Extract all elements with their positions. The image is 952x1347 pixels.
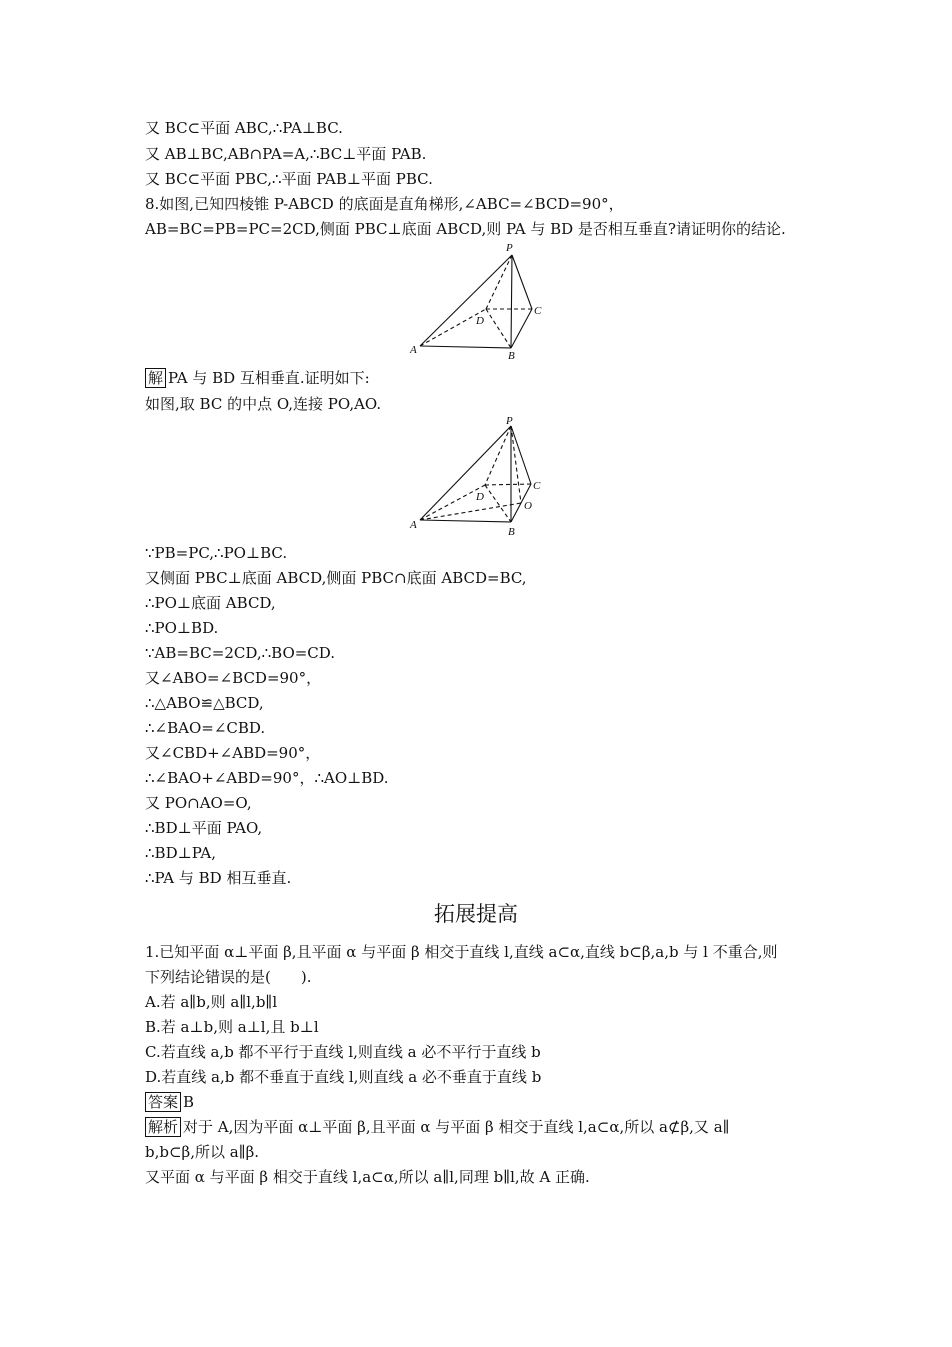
label-a: A — [410, 519, 417, 531]
solution-step: 又∠CBD+∠ABD=90°， — [145, 744, 321, 762]
label-d: D — [476, 315, 484, 327]
analysis-tag: 解析 — [145, 1117, 181, 1137]
solution-intro — [145, 368, 370, 388]
label-d: D — [476, 491, 484, 503]
edge-dc — [485, 484, 531, 485]
solution-step: ∴BD⊥PA, — [145, 844, 217, 862]
solution-step: 又 PO∩AO=O, — [145, 794, 252, 812]
edge-pd — [485, 426, 511, 485]
solution-step: ∴BD⊥平面 PAO, — [145, 819, 263, 837]
analysis-text: 对于 A,因为平面 α⊥平面 β,且平面 α 与平面 β 相交于直线 l,a⊂α,所以 a⊄β,又 a∥ — [183, 1118, 730, 1136]
solution-intro-text: PA 与 BD 互相垂直.证明如下: — [168, 369, 370, 387]
solution-step: ∵AB=BC=2CD,∴BO=CD. — [145, 644, 336, 662]
solution-step: ∴PO⊥BD. — [145, 619, 219, 637]
question-8-line-1: 8.如图,已知四棱锥 P-ABCD 的底面是直角梯形,∠ABC=∠BCD=90°， — [145, 195, 624, 213]
option-d: D.若直线 a,b 都不垂直于直线 l,则直线 a 必不垂直于直线 b — [145, 1068, 542, 1086]
answer-tag: 答案 — [145, 1092, 181, 1112]
pyramid-figure-2 — [405, 414, 555, 538]
question-8-line-2: AB=BC=PB=PC=2CD,侧面 PBC⊥底面 ABCD,则 PA 与 BD 是否相互垂直?请证明你的结论. — [145, 220, 786, 238]
proof-line: 又 BC⊂平面 PBC,∴平面 PAB⊥平面 PBC. — [145, 170, 433, 188]
edge-bc — [511, 309, 532, 348]
option-c: C.若直线 a,b 都不平行于直线 l,则直线 a 必不平行于直线 b — [145, 1043, 541, 1061]
edge-pa — [420, 255, 512, 346]
solution-line-2: 如图,取 BC 的中点 O,连接 PO,AO. — [145, 395, 382, 413]
edge-pc — [512, 255, 532, 309]
label-p: P — [506, 242, 513, 254]
solution-step: ∴△ABO≌△BCD, — [145, 694, 264, 712]
solution-step: ∴PO⊥底面 ABCD, — [145, 594, 276, 612]
option-a: A.若 a∥b,则 a∥l,b∥l — [145, 993, 278, 1011]
proof-line: 又 BC⊂平面 ABC,∴PA⊥BC. — [145, 119, 343, 137]
solution-step: 又侧面 PBC⊥底面 ABCD,侧面 PBC∩底面 ABCD=BC, — [145, 569, 527, 587]
section-title: 拓展提高 — [434, 902, 518, 926]
edge-db — [485, 485, 511, 522]
label-b: B — [508, 526, 515, 538]
label-a: A — [410, 344, 417, 356]
question-1-line-2: 下列结论错误的是( ). — [145, 968, 312, 986]
answer-line — [145, 1092, 194, 1112]
edge-db — [486, 309, 511, 348]
label-o: O — [524, 500, 532, 512]
edge-ab — [420, 520, 511, 522]
edge-ab — [420, 346, 511, 348]
solution-tag: 解 — [145, 368, 166, 388]
edge-pd — [486, 255, 512, 309]
solution-step: 又∠ABO=∠BCD=90°， — [145, 669, 322, 687]
label-c: C — [534, 305, 542, 317]
answer-value: B — [183, 1093, 195, 1111]
solution-step: ∵PB=PC,∴PO⊥BC. — [145, 544, 288, 562]
label-b: B — [508, 350, 515, 362]
solution-step: ∴PA 与 BD 相互垂直. — [145, 869, 292, 887]
label-c: C — [533, 480, 541, 492]
analysis-line-2: b,b⊂β,所以 a∥β. — [145, 1143, 260, 1161]
option-b: B.若 a⊥b,则 a⊥l,且 b⊥l — [145, 1018, 319, 1036]
edge-pa — [420, 426, 511, 520]
analysis-line-1 — [145, 1117, 730, 1137]
edge-pb — [511, 255, 512, 348]
analysis-line-3: 又平面 α 与平面 β 相交于直线 l,a⊂α,所以 a∥l,同理 b∥l,故 A 正确. — [145, 1168, 590, 1186]
pyramid-figure-1 — [405, 240, 555, 362]
solution-step: ∴∠BAO+∠ABD=90°，∴AO⊥BD. — [145, 769, 389, 787]
proof-line: 又 AB⊥BC,AB∩PA=A,∴BC⊥平面 PAB. — [145, 145, 427, 163]
question-1-line-1: 1.已知平面 α⊥平面 β,且平面 α 与平面 β 相交于直线 l,直线 a⊂α,直线 b⊂β,a,b 与 l 不重合,则 — [145, 943, 778, 961]
solution-step: ∴∠BAO=∠CBD. — [145, 719, 266, 737]
segment-po — [511, 426, 521, 503]
label-p: P — [506, 415, 513, 427]
edge-pc — [511, 426, 531, 484]
